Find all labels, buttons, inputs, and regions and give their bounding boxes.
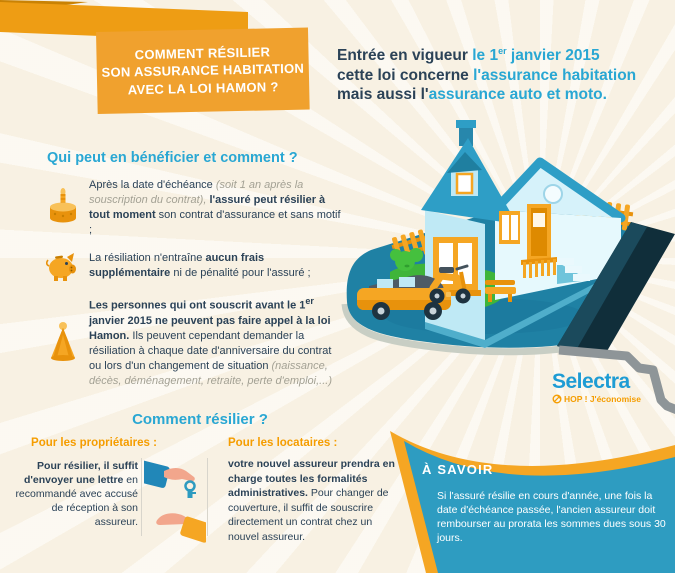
birthday-cake-icon <box>45 188 81 228</box>
segment: Pour résilier, il suffit d'envoyer une lettre <box>24 460 138 486</box>
intro-text <box>337 42 672 105</box>
savings-arrow-icon <box>552 394 562 404</box>
segment: La résiliation n'entraîne <box>89 252 206 264</box>
segment: en recommandé avec accusé de réception à son assureur. <box>15 474 138 528</box>
segment: Les personnes qui ont souscrit avant le 1 <box>89 299 306 312</box>
tenants-text <box>228 457 402 544</box>
segment: janvier 2015 ne peuvent pas faire appel à la loi Hamon. <box>89 314 331 342</box>
benefit-item-3-text <box>89 294 341 389</box>
logo-tagline: HOP ! J'économise <box>564 394 641 404</box>
segment: son contrat d'assurance et sans motif ; <box>89 209 341 236</box>
benefit-item-1 <box>45 178 341 238</box>
savoir-heading: À SAVOIR <box>422 462 494 477</box>
title-line-3: AVEC LA LOI HAMON ? <box>127 78 279 98</box>
benefit-item-2 <box>45 250 341 282</box>
divider <box>141 458 142 536</box>
segment: votre nouvel assureur prendra en charge toutes les formalités administratives. <box>228 458 395 499</box>
segment: Ils peuvent cependant demander la résiliation à chaque date d'anniversaire du contrat ou lors d'un changement de situation <box>89 329 332 372</box>
title-line-1: COMMENT RÉSILIER <box>134 44 271 62</box>
segment: janvier 2015 <box>506 47 600 65</box>
hand-giving-key-icon <box>144 455 206 547</box>
logo-tagline-row <box>552 394 672 404</box>
benefit-item-2-text <box>89 251 341 281</box>
resilier-heading: Comment résilier ? <box>132 411 268 428</box>
segment: (naissance, décès, déménagement, retraite, perte d'emploi,...) <box>89 359 333 387</box>
title-line-2: SON ASSURANCE HABITATION <box>101 60 305 81</box>
savoir-text: Si l'assuré résilie en cours d'année, une fois la date d'échéance passée, l'ancien assureur doit rembourser au prorata les sommes dues sous 30 jours. <box>437 490 666 544</box>
benefit-item-1-text <box>89 178 341 238</box>
logo-wordmark: Selectra <box>552 370 630 393</box>
segment: Après la date d'échéance <box>89 179 216 191</box>
segment: l'assuré peut résilier à tout moment <box>89 194 326 221</box>
benefit-heading: Qui peut en bénéficier et comment ? <box>47 150 298 166</box>
segment: er <box>498 46 507 56</box>
segment: cette loi concerne <box>337 66 474 84</box>
segment: (soit 1 an après la souscription du contrat), <box>89 179 304 206</box>
segment: mais aussi l' <box>337 86 429 104</box>
segment: Pour changer de couverture, il suffit de souscrire directement un contrat chez un nouvel assureur. <box>228 487 389 543</box>
segment: aucun frais supplémentaire <box>89 252 265 279</box>
segment: er <box>305 296 314 306</box>
owners-heading: Pour les propriétaires : <box>31 437 157 449</box>
intro-line-2 <box>337 66 672 86</box>
owners-text <box>8 459 138 529</box>
benefit-item-3 <box>45 294 341 389</box>
tenants-heading: Pour les locataires : <box>228 437 338 449</box>
divider <box>207 458 208 536</box>
intro-line-3 <box>337 85 672 105</box>
segment: ni de pénalité pour l'assuré ; <box>170 267 311 279</box>
intro-line-1 <box>337 42 672 66</box>
benefit-section <box>45 150 341 401</box>
segment: le 1 <box>472 47 499 65</box>
segment: assurance auto et moto. <box>428 86 607 104</box>
selectra-logo <box>552 370 672 404</box>
title-banner <box>96 28 310 114</box>
segment: Entrée en vigueur <box>337 47 473 65</box>
segment: l'assurance habitation <box>473 66 637 84</box>
piggy-bank-icon <box>45 250 81 282</box>
party-hat-icon <box>45 320 81 362</box>
